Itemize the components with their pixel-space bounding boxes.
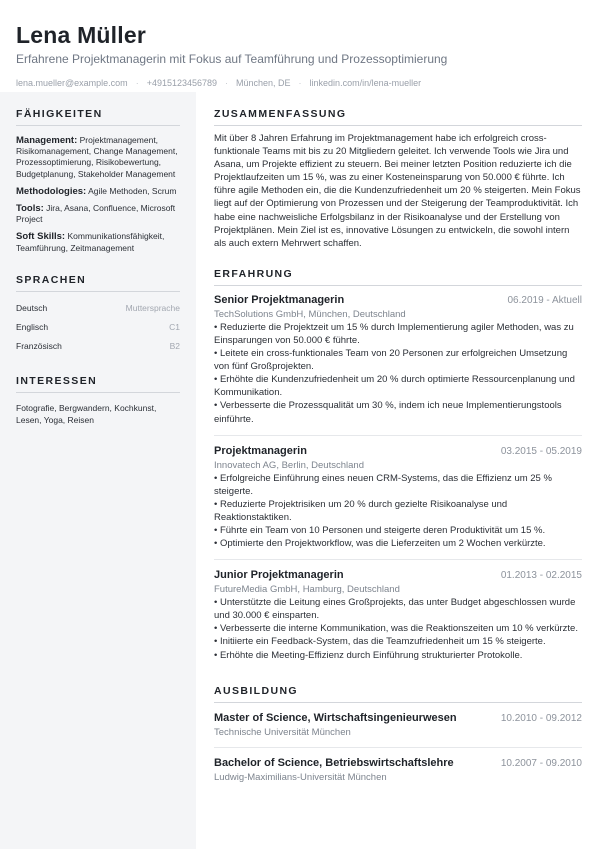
languages-heading: SPRACHEN: [16, 274, 180, 292]
skill-group: [16, 135, 180, 180]
separator: ·: [135, 78, 139, 88]
job-title: Projektmanagerin: [214, 444, 307, 457]
education-heading: AUSBILDUNG: [214, 685, 582, 703]
sidebar: [0, 92, 196, 849]
education-entry: [214, 757, 582, 792]
job-header: [214, 445, 582, 457]
job-header: [214, 294, 582, 306]
language-level: B2: [169, 341, 180, 352]
job-bullet: • Verbesserte die Prozessqualität um 30 %, indem ich neue Implementierungstools einführte.: [214, 400, 562, 425]
school-name: Ludwig-Maximilians-Universität München: [214, 771, 387, 783]
education-header: [214, 712, 582, 724]
separator: ·: [298, 78, 302, 88]
person-name: Lena Müller: [16, 22, 147, 48]
language-row: [16, 318, 180, 337]
language-name: Deutsch: [16, 303, 48, 314]
job-bullet: • Unterstützte die Leitung eines Großprojekts, das unter Budget abgeschlossen wurde und 30.000 € einsparten.: [214, 597, 576, 622]
skill-group-text: Projektmanagement, Risikomanagement, Change Management, Prozessoptimierung, Risikobewertung, Budgetplanung, Stakeholder Management: [16, 135, 178, 179]
degree-title: Master of Science, Wirtschaftsingenieurwesen: [214, 711, 457, 724]
job-company: Innovatech AG, Berlin, Deutschland: [214, 459, 364, 471]
skill-group-label: Soft Skills:: [16, 231, 66, 243]
skill-group: [16, 203, 180, 225]
summary-text: Mit über 8 Jahren Erfahrung im Projektmanagement habe ich erfolgreich cross-funktionale Teams mit bis zu 20 Mitgliedern geleitet. Ich verwende Tools wie Jira und Asana, um Projekte effizient zu steuern. Bei meiner letzten Position reduzierte ich die Projektlaufzeiten um 15 %, was zu einer Kosteneinsparung von 50.000 € führte. Ich führe agile Methoden ein, die die Kundenzufriedenheit um 20 % steigerten. Mein Fokus liegt auf der Optimierung von Prozessen und der Steigerung der Teamproduktivität. Ich habe eine nachweisliche Erfolgsbilanz in der Risikoanalyse und der Erstellung von Projektplänen. Mein Ziel ist es, innovative Lösungen zu entwickeln, die sowohl intern als auch extern Mehrwert schaffen.: [214, 133, 581, 249]
summary-heading: ZUSAMMENFASSUNG: [214, 108, 582, 126]
contact-line: [16, 78, 584, 89]
skill-group: [16, 186, 180, 197]
languages-list: [16, 299, 180, 356]
job-bullet: • Optimierte den Projektworkflow, was die Lieferzeiten um 2 Wochen verkürzte.: [214, 538, 546, 550]
job-entry: [214, 569, 582, 670]
skill-group-text: Agile Methoden, Scrum: [88, 185, 177, 196]
skills-heading: FÄHIGKEITEN: [16, 108, 180, 126]
linkedin-link[interactable]: linkedin.com/in/lena-mueller: [309, 78, 422, 88]
job-bullet: • Leitete ein cross-funktionales Team von 20 Personen zur erfolgreichen Umsetzung von fünf Großprojekten.: [214, 348, 568, 373]
location-text: München, DE: [236, 78, 291, 88]
job-entry: [214, 445, 582, 561]
job-company: TechSolutions GmbH, München, Deutschland: [214, 308, 406, 320]
skill-group: [16, 231, 180, 253]
main-content: [196, 92, 600, 849]
skill-group-label: Tools:: [16, 203, 44, 215]
job-header: [214, 569, 582, 581]
interests-text: Fotografie, Bergwandern, Kochkunst, Lesen, Yoga, Reisen: [16, 402, 157, 425]
headline: Erfahrene Projektmanagerin mit Fokus auf Teamführung und Prozessoptimierung: [16, 52, 448, 66]
resume-header: [0, 0, 600, 90]
job-bullet: • Erhöhte die Meeting-Effizienz durch Einführung strukturierter Protokolle.: [214, 649, 523, 661]
email-link[interactable]: lena.mueller@example.com: [16, 78, 128, 88]
job-bullet: • Initiierte ein Feedback-System, das die Teamzufriedenheit um 15 % steigerte.: [214, 636, 546, 648]
skill-group-text: Jira, Asana, Confluence, Microsoft Project: [16, 203, 176, 225]
skill-group-label: Management:: [16, 135, 78, 146]
degree-title: Bachelor of Science, Betriebswirtschaftslehre: [214, 756, 454, 769]
language-level: Muttersprache: [125, 303, 180, 314]
job-company: FutureMedia GmbH, Hamburg, Deutschland: [214, 584, 400, 596]
phone-link[interactable]: +4915123456789: [146, 78, 218, 88]
education-date: 10.2010 - 09.2012: [500, 712, 582, 724]
job-bullet: • Führte ein Team von 10 Personen und steigerte deren Produktivität um 15 %.: [214, 524, 546, 536]
language-name: Französisch: [16, 341, 62, 352]
job-date: 03.2015 - 05.2019: [500, 445, 582, 457]
school-name: Technische Universität München: [214, 726, 351, 738]
skill-group-label: Methodologies:: [16, 185, 87, 197]
skills-list: [16, 135, 180, 254]
language-row: [16, 337, 180, 356]
job-bullet: • Reduzierte die Projektzeit um 15 % durch Implementierung agiler Methoden, was zu Einsparungen von 50.000 € führte.: [214, 321, 574, 346]
skill-group-text: Kommunikationsfähigkeit, Teamführung, Zeitmanagement: [16, 231, 165, 253]
education-header: [214, 757, 582, 769]
job-bullet: • Reduzierte Projektrisiken um 20 % durch gezielte Risikoanalyse und Reaktionstaktiken.: [214, 498, 508, 523]
job-title: Junior Projektmanagerin: [214, 569, 344, 582]
job-date: 06.2019 - Aktuell: [507, 294, 582, 306]
job-date: 01.2013 - 02.2015: [500, 570, 582, 582]
separator: ·: [225, 78, 229, 88]
language-row: [16, 299, 180, 318]
language-level: C1: [169, 322, 180, 333]
education-entry: [214, 712, 582, 748]
experience-list: [214, 294, 582, 671]
job-bullet: • Erfolgreiche Einführung eines neuen CRM-Systems, das die Effizienz um 25 % steigerte.: [214, 472, 552, 497]
job-entry: [214, 294, 582, 436]
education-date: 10.2007 - 09.2010: [500, 757, 582, 769]
education-list: [214, 712, 582, 792]
job-title: Senior Projektmanagerin: [214, 293, 345, 306]
job-bullet: • Verbesserte die interne Kommunikation, was die Reaktionszeiten um 10 % verkürzte.: [214, 623, 578, 635]
interests-heading: INTERESSEN: [16, 375, 180, 393]
job-bullet: • Erhöhte die Kundenzufriedenheit um 20 % durch optimierte Ressourcenplanung und Kommunikation.: [214, 374, 575, 399]
experience-heading: ERFAHRUNG: [214, 268, 582, 286]
language-name: Englisch: [16, 322, 49, 333]
